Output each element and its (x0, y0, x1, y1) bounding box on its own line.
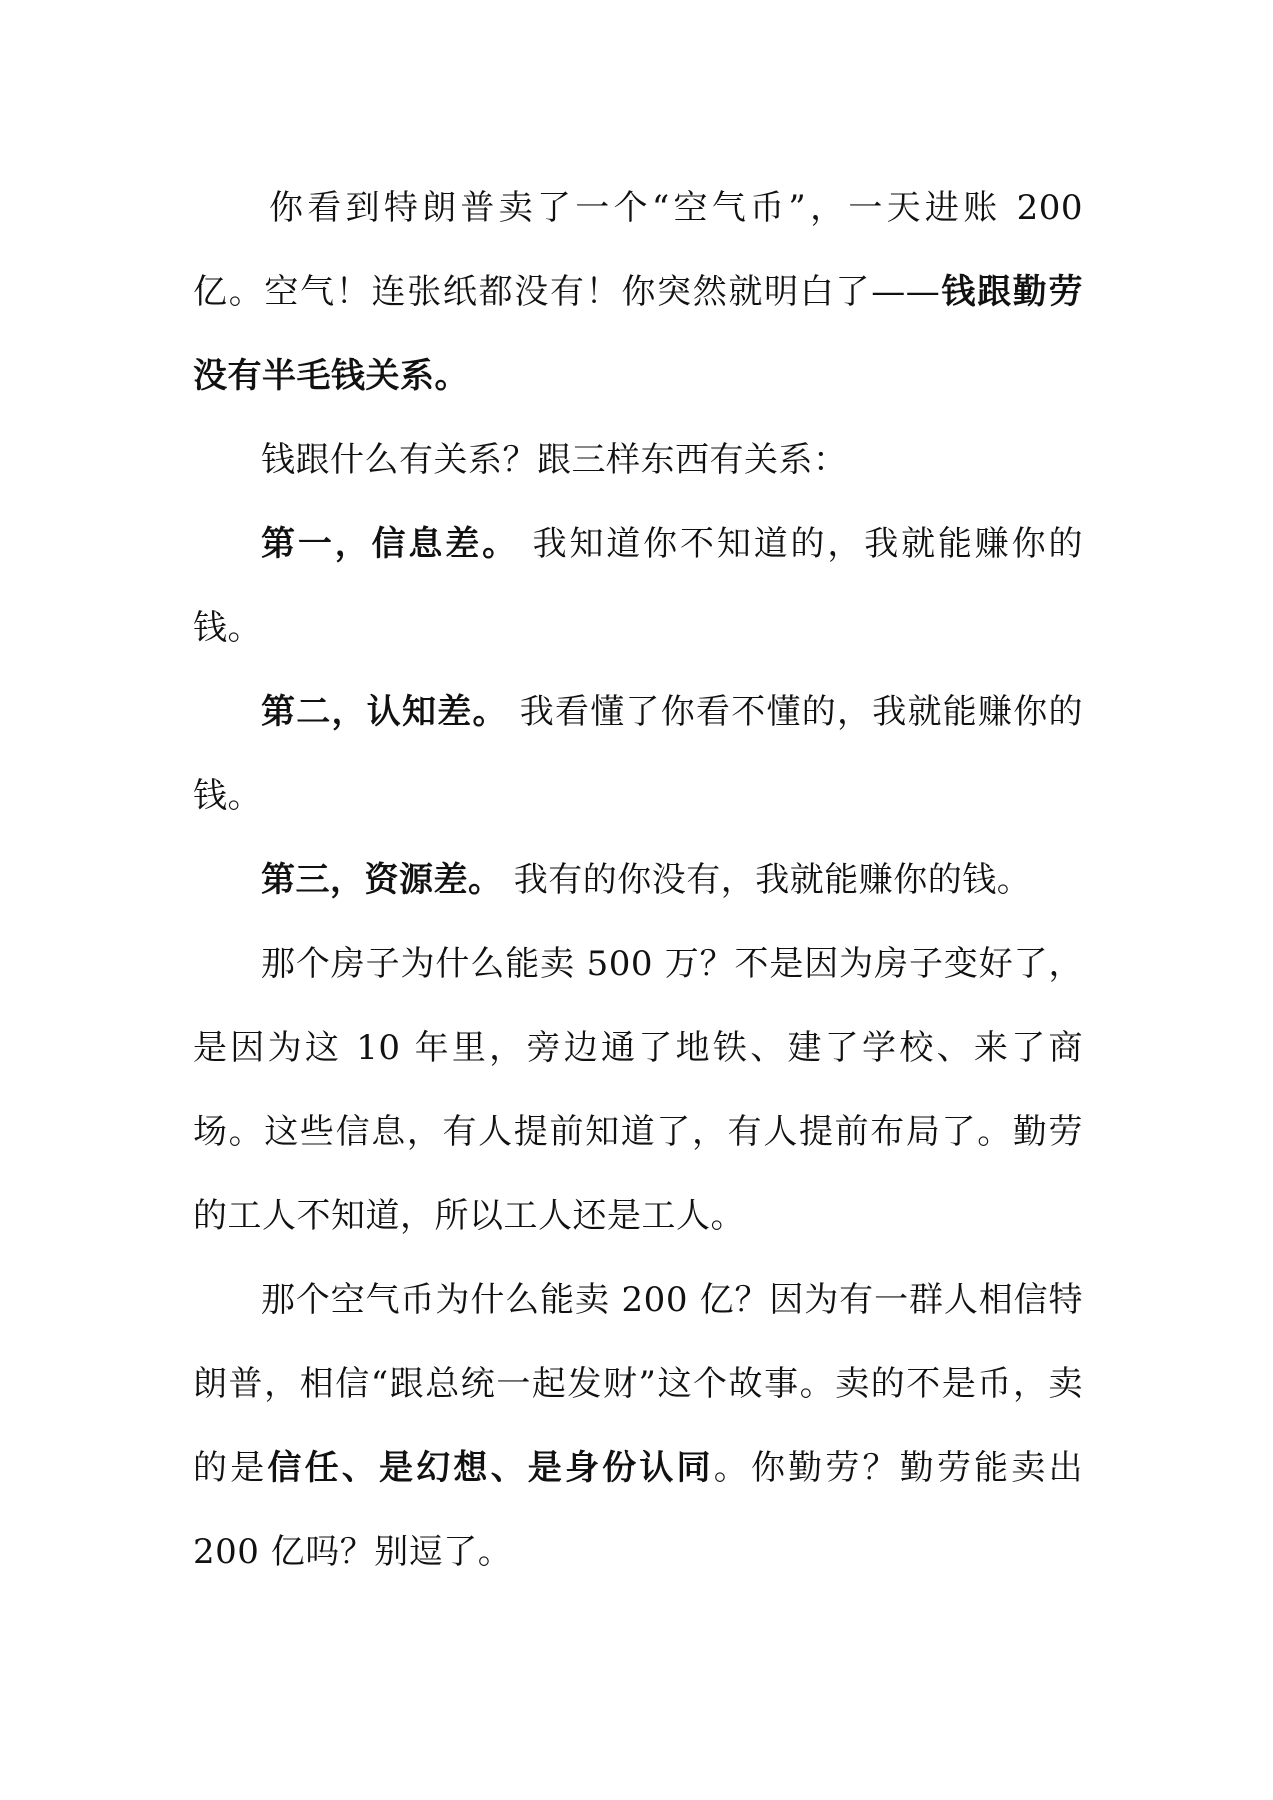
bold-text-run: 钱跟勤劳没有半毛钱关系。 (193, 272, 1084, 396)
text-run: 那个空气币为什么能卖 200 亿？因为有一群人相信特朗普，相信“跟总统一起发财”这个故事。卖的不是币，卖的是 (193, 1280, 1083, 1488)
text-run: 钱跟什么有关系？跟三样东西有关系： (261, 440, 848, 480)
text-run: 。你勤劳？勤劳能卖出 200 亿吗？别逗了。 (193, 1448, 1084, 1572)
paragraph-question (193, 418, 1083, 502)
bold-text-run: 第一，信息差。 (261, 524, 519, 564)
text-run: 我有的你没有，我就能赚你的钱。 (502, 860, 1032, 900)
text-run: 你看到特朗普卖了一个“空气币”，一天进账 200 亿。空气！连张纸都没有！你突然就明白了—— (193, 188, 1083, 312)
paragraph-air-coin-trust (193, 1258, 1083, 1594)
text-run: 我知道你不知道的，我就能赚你的钱。 (193, 524, 1084, 648)
paragraph-information-gap (193, 502, 1083, 670)
bold-text-run: 信任、是幻想、是身份认同 (267, 1448, 714, 1488)
text-run: 那个房子为什么能卖 500 万？不是因为房子变好了，是因为这 10 年里，旁边通了地铁、建了学校、来了商场。这些信息，有人提前知道了，有人提前布局了。勤劳的工人不知道，所以工人还是工人。 (193, 944, 1083, 1236)
bold-text-run: 第二，认知差。 (261, 692, 508, 732)
text-run: 我看懂了你看不懂的，我就能赚你的钱。 (193, 692, 1083, 816)
paragraph-air-coin (193, 166, 1083, 418)
paragraph-resource-gap (193, 838, 1083, 922)
bold-text-run: 第三，资源差。 (261, 860, 503, 900)
paragraph-cognition-gap (193, 670, 1083, 838)
document-body (193, 166, 1083, 1594)
paragraph-house (193, 922, 1083, 1258)
